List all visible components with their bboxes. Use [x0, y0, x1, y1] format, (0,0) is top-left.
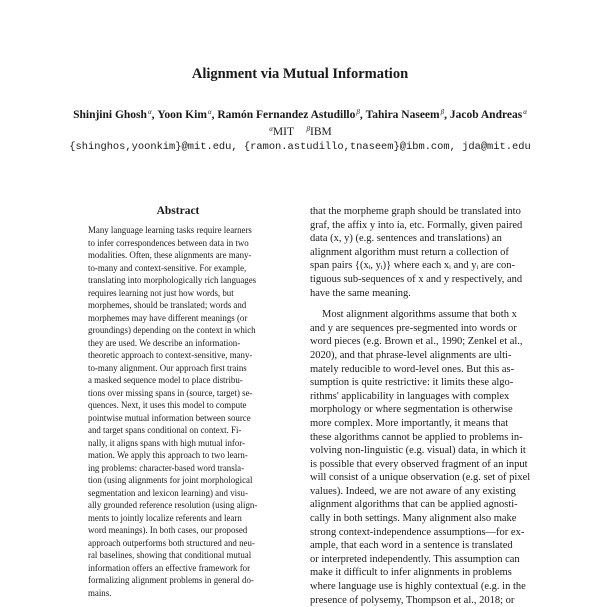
text-line: alignment algorithm must return a collection of — [310, 246, 509, 258]
text-line: a masked sequence model to place distribu- — [88, 375, 243, 385]
text-line: pointwise mutual information between source — [88, 412, 251, 423]
text-line: groundings) depending on the context in which — [88, 325, 256, 335]
text-line: mation. We apply this approach to two learn- — [88, 450, 248, 460]
text-line: word meanings). In both cases, our proposed — [88, 525, 248, 535]
text-line: and target spans conditional on context. Fi- — [88, 425, 242, 435]
text-line: mains. — [88, 587, 112, 598]
text-line: segmentation and lexicon learning) and visu- — [88, 487, 248, 498]
text-line: to infer correspondences between data in two — [88, 237, 249, 248]
affiliation-mark: α — [147, 108, 152, 116]
text-line: tiguous sub-sequences of x and y respectively, and — [310, 273, 523, 285]
text-line: ally grounded reference resolution (using align- — [88, 500, 258, 510]
affiliation-mark: β — [356, 108, 360, 116]
text-line: theoretic approach to context-sensitive, many- — [88, 350, 253, 360]
text-line: morphology or where segmentation is otherwise — [310, 404, 513, 416]
text-line: to-many and context-sensitive. For example, — [88, 262, 247, 273]
author-2: Yoon Kim$^\alpha$, — [157, 108, 218, 121]
text-line: nally, it aligns spans with high mutual infor- — [88, 437, 246, 448]
affiliation-mark: β — [440, 108, 445, 116]
affiliation-mark: α — [207, 108, 212, 116]
text-line: tion (using alignments for joint morphological — [88, 475, 253, 485]
body-paragraph-2 — [310, 308, 534, 607]
affiliation-mark: β — [306, 125, 311, 133]
text-line: these algorithms cannot be applied to problems in- — [310, 431, 523, 443]
affiliations — [0, 125, 600, 138]
affiliation-mit: MIT — [272, 126, 295, 138]
body-paragraph-1 — [310, 205, 534, 300]
affiliation-mark: α — [269, 125, 273, 133]
text-line: word pieces (e.g. Brown et al., 1990; Zenkel et al., — [310, 336, 523, 348]
text-line: cally in both settings. Many alignment also make — [310, 513, 517, 525]
text-line: or interpreted independently. This assumption can — [310, 553, 520, 565]
text-line: morphemes may have different meanings (or — [88, 312, 248, 323]
author-emails: {shinghos,yoonkim}@mit.edu, {ramon.astudillo,tnaseem}@ibm.com, jda@mit.edu — [69, 141, 531, 153]
text-line: sumption is quite restrictive: it limits these algo- — [310, 377, 514, 389]
text-line: strong context-independence assumptions—for ex- — [310, 526, 525, 538]
text-line: Most alignment algorithms assume that both x — [322, 309, 517, 321]
text-line: approach outperforms both structured and neu- — [88, 537, 255, 548]
paper-title: Alignment via Mutual Information — [191, 66, 409, 82]
text-line: ments to jointly localize referents and learn — [88, 512, 242, 523]
text-line: ing problems: character-based word transla- — [88, 462, 245, 473]
affiliation-mark: α — [523, 108, 527, 116]
right-column — [310, 205, 534, 607]
text-line: mately reducible to word-level ones. But this as- — [310, 363, 515, 375]
author-1: Shinjini Ghosh$^\alpha$, — [73, 108, 158, 121]
text-line: 2020), and that phrase-level alignments are ulti- — [310, 349, 512, 361]
text-line: have the same meaning. — [310, 287, 411, 299]
text-line: where language use is highly contextual (e.g. in the — [310, 581, 526, 593]
text-line: presence of polysemy, Thompson et al., 2018; or — [310, 594, 515, 606]
text-line: formalizing alignment problems in general do- — [88, 575, 254, 585]
text-line: values). Indeed, we are not aware of any existing — [310, 485, 516, 497]
abstract-body — [88, 224, 269, 599]
text-line: tions over missing spans in (source, target) se- — [88, 387, 253, 398]
text-line: rithms' applicability in languages with complex — [310, 390, 510, 402]
text-line: information offers an effective framework for — [88, 562, 251, 573]
text-line: is possible that every observed fragment of an input — [310, 458, 528, 470]
text-line: requires learning not just how words, but — [88, 287, 234, 298]
author-4: Tahira Naseem$^\beta$, — [365, 108, 450, 121]
text-line: volving non-linguistic (e.g. visual) data, in which it — [310, 445, 526, 457]
text-line: modalities. Often, these alignments are many- — [88, 250, 252, 260]
text-line: ample, that each word in a sentence is translated — [310, 540, 513, 552]
text-line: alignment algorithms that can be applied agnosti- — [310, 499, 518, 511]
author-5: Jacob Andreas$^\alpha$ — [449, 108, 527, 121]
author-3: Ramón Fernandez Astudillo$^\beta$, — [217, 108, 366, 121]
text-line: graf, the affix y into ía, etc. Formally, given paired — [310, 219, 523, 231]
text-line: quences. Next, it uses this model to compute — [88, 400, 247, 410]
author-list — [0, 108, 600, 121]
text-line: and y are sequences pre-segmented into words or — [310, 322, 517, 334]
text-line: more complex. More importantly, it means that — [310, 417, 509, 429]
text-line: they are used. We describe an information- — [88, 337, 241, 348]
affiliation-ibm: IBM — [310, 126, 332, 138]
text-line: translating into morphologically rich languages — [88, 275, 257, 285]
text-line: ral baselines, showing that conditional mutual — [88, 550, 252, 560]
text-line: to-many alignment. Our approach first trains — [88, 362, 247, 373]
text-line: Many language learning tasks require learners — [88, 225, 252, 235]
text-line: make it difficult to infer alignments in problems — [310, 567, 512, 579]
abstract-heading: Abstract — [156, 205, 200, 217]
text-line: span pairs {(xᵢ, yᵢ)} where each xᵢ and yᵢ are con- — [310, 260, 515, 272]
text-line: data (x, y) (e.g. sentences and translations) an — [310, 233, 502, 245]
text-line: morphemes, should be translated; words and — [88, 300, 247, 310]
text-line: that the morpheme graph should be translated into — [310, 206, 521, 217]
text-line: will consist of a unique observation (e.g. set of pixel — [310, 472, 531, 484]
